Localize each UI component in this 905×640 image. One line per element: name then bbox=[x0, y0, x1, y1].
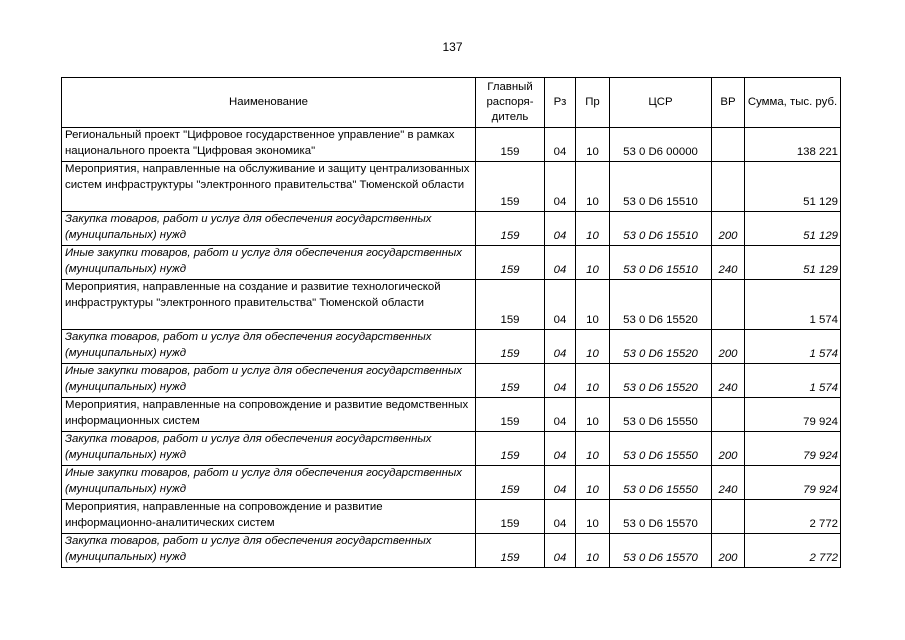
cell-csr: 53 0 D6 15570 bbox=[610, 534, 712, 568]
cell-pr: 10 bbox=[576, 364, 610, 398]
cell-rz: 04 bbox=[545, 162, 576, 212]
cell-pr: 10 bbox=[576, 534, 610, 568]
cell-main-manager: 159 bbox=[476, 432, 545, 466]
table-row bbox=[62, 246, 841, 280]
cell-csr: 53 0 D6 15510 bbox=[610, 162, 712, 212]
cell-sum: 138 221 bbox=[745, 128, 841, 162]
cell-main-manager: 159 bbox=[476, 162, 545, 212]
cell-pr: 10 bbox=[576, 280, 610, 330]
cell-sum: 51 129 bbox=[745, 212, 841, 246]
cell-pr: 10 bbox=[576, 162, 610, 212]
table-row bbox=[62, 280, 841, 330]
cell-sum: 51 129 bbox=[745, 162, 841, 212]
cell-rz: 04 bbox=[545, 500, 576, 534]
header-vr: ВР bbox=[712, 78, 745, 128]
cell-csr: 53 0 D6 15550 bbox=[610, 432, 712, 466]
cell-vr bbox=[712, 280, 745, 330]
cell-rz: 04 bbox=[545, 364, 576, 398]
cell-vr bbox=[712, 162, 745, 212]
cell-name: Иные закупки товаров, работ и услуг для обеспечения государственных (муниципальных) нужд bbox=[62, 246, 476, 280]
header-main-manager: Главный распоря-дитель bbox=[476, 78, 545, 128]
cell-rz: 04 bbox=[545, 280, 576, 330]
header-pr: Пр bbox=[576, 78, 610, 128]
cell-main-manager: 159 bbox=[476, 212, 545, 246]
cell-name: Мероприятия, направленные на обслуживание и защиту централизованных систем инфраструктуры "электронного правительства" Тюменской области bbox=[62, 162, 476, 212]
cell-sum: 79 924 bbox=[745, 466, 841, 500]
cell-main-manager: 159 bbox=[476, 246, 545, 280]
header-sum: Сумма, тыс. руб. bbox=[745, 78, 841, 128]
cell-pr: 10 bbox=[576, 500, 610, 534]
cell-pr: 10 bbox=[576, 432, 610, 466]
cell-csr: 53 0 D6 15550 bbox=[610, 466, 712, 500]
table-row bbox=[62, 500, 841, 534]
header-csr: ЦСР bbox=[610, 78, 712, 128]
cell-vr: 200 bbox=[712, 534, 745, 568]
cell-name: Мероприятия, направленные на сопровождение и развитие информационно-аналитических систем bbox=[62, 500, 476, 534]
cell-name: Закупка товаров, работ и услуг для обеспечения государственных (муниципальных) нужд bbox=[62, 330, 476, 364]
table-row bbox=[62, 534, 841, 568]
table-row bbox=[62, 330, 841, 364]
cell-main-manager: 159 bbox=[476, 364, 545, 398]
cell-name: Региональный проект "Цифровое государственное управление" в рамках национального проекта "Цифровая экономика" bbox=[62, 128, 476, 162]
header-rz: Рз bbox=[545, 78, 576, 128]
cell-pr: 10 bbox=[576, 398, 610, 432]
table-row bbox=[62, 128, 841, 162]
cell-csr: 53 0 D6 15520 bbox=[610, 280, 712, 330]
cell-name: Иные закупки товаров, работ и услуг для обеспечения государственных (муниципальных) нужд bbox=[62, 466, 476, 500]
table-row bbox=[62, 466, 841, 500]
cell-sum: 1 574 bbox=[745, 330, 841, 364]
cell-vr: 200 bbox=[712, 212, 745, 246]
cell-vr bbox=[712, 398, 745, 432]
cell-sum: 1 574 bbox=[745, 280, 841, 330]
page-number: 137 bbox=[442, 40, 463, 54]
cell-csr: 53 0 D6 15520 bbox=[610, 330, 712, 364]
cell-main-manager: 159 bbox=[476, 466, 545, 500]
cell-sum: 2 772 bbox=[745, 500, 841, 534]
cell-sum: 2 772 bbox=[745, 534, 841, 568]
cell-csr: 53 0 D6 15550 bbox=[610, 398, 712, 432]
cell-vr: 200 bbox=[712, 330, 745, 364]
cell-name: Мероприятия, направленные на сопровождение и развитие ведомственных информационных систем bbox=[62, 398, 476, 432]
cell-rz: 04 bbox=[545, 330, 576, 364]
cell-pr: 10 bbox=[576, 246, 610, 280]
cell-pr: 10 bbox=[576, 466, 610, 500]
table-row bbox=[62, 364, 841, 398]
cell-main-manager: 159 bbox=[476, 280, 545, 330]
cell-rz: 04 bbox=[545, 398, 576, 432]
table-row bbox=[62, 432, 841, 466]
cell-rz: 04 bbox=[545, 534, 576, 568]
cell-main-manager: 159 bbox=[476, 128, 545, 162]
cell-vr: 240 bbox=[712, 466, 745, 500]
table-row bbox=[62, 212, 841, 246]
cell-rz: 04 bbox=[545, 466, 576, 500]
cell-rz: 04 bbox=[545, 432, 576, 466]
cell-name: Закупка товаров, работ и услуг для обеспечения государственных (муниципальных) нужд bbox=[62, 432, 476, 466]
table-row bbox=[62, 398, 841, 432]
cell-main-manager: 159 bbox=[476, 534, 545, 568]
cell-pr: 10 bbox=[576, 128, 610, 162]
budget-table bbox=[61, 77, 841, 568]
cell-vr bbox=[712, 500, 745, 534]
table-header-row bbox=[62, 78, 841, 128]
cell-rz: 04 bbox=[545, 246, 576, 280]
cell-name: Мероприятия, направленные на создание и развитие технологической инфраструктуры "электронного правительства" Тюменской области bbox=[62, 280, 476, 330]
cell-csr: 53 0 D6 15510 bbox=[610, 212, 712, 246]
cell-sum: 79 924 bbox=[745, 432, 841, 466]
cell-pr: 10 bbox=[576, 212, 610, 246]
cell-sum: 79 924 bbox=[745, 398, 841, 432]
cell-sum: 1 574 bbox=[745, 364, 841, 398]
cell-vr bbox=[712, 128, 745, 162]
cell-main-manager: 159 bbox=[476, 500, 545, 534]
cell-sum: 51 129 bbox=[745, 246, 841, 280]
cell-vr: 200 bbox=[712, 432, 745, 466]
cell-main-manager: 159 bbox=[476, 330, 545, 364]
cell-csr: 53 0 D6 15510 bbox=[610, 246, 712, 280]
cell-pr: 10 bbox=[576, 330, 610, 364]
table-row bbox=[62, 162, 841, 212]
cell-name: Закупка товаров, работ и услуг для обеспечения государственных (муниципальных) нужд bbox=[62, 534, 476, 568]
header-name: Наименование bbox=[62, 78, 476, 128]
cell-csr: 53 0 D6 15520 bbox=[610, 364, 712, 398]
cell-csr: 53 0 D6 15570 bbox=[610, 500, 712, 534]
cell-vr: 240 bbox=[712, 364, 745, 398]
cell-name: Закупка товаров, работ и услуг для обеспечения государственных (муниципальных) нужд bbox=[62, 212, 476, 246]
cell-rz: 04 bbox=[545, 128, 576, 162]
cell-name: Иные закупки товаров, работ и услуг для обеспечения государственных (муниципальных) нужд bbox=[62, 364, 476, 398]
cell-csr: 53 0 D6 00000 bbox=[610, 128, 712, 162]
cell-rz: 04 bbox=[545, 212, 576, 246]
cell-main-manager: 159 bbox=[476, 398, 545, 432]
cell-vr: 240 bbox=[712, 246, 745, 280]
